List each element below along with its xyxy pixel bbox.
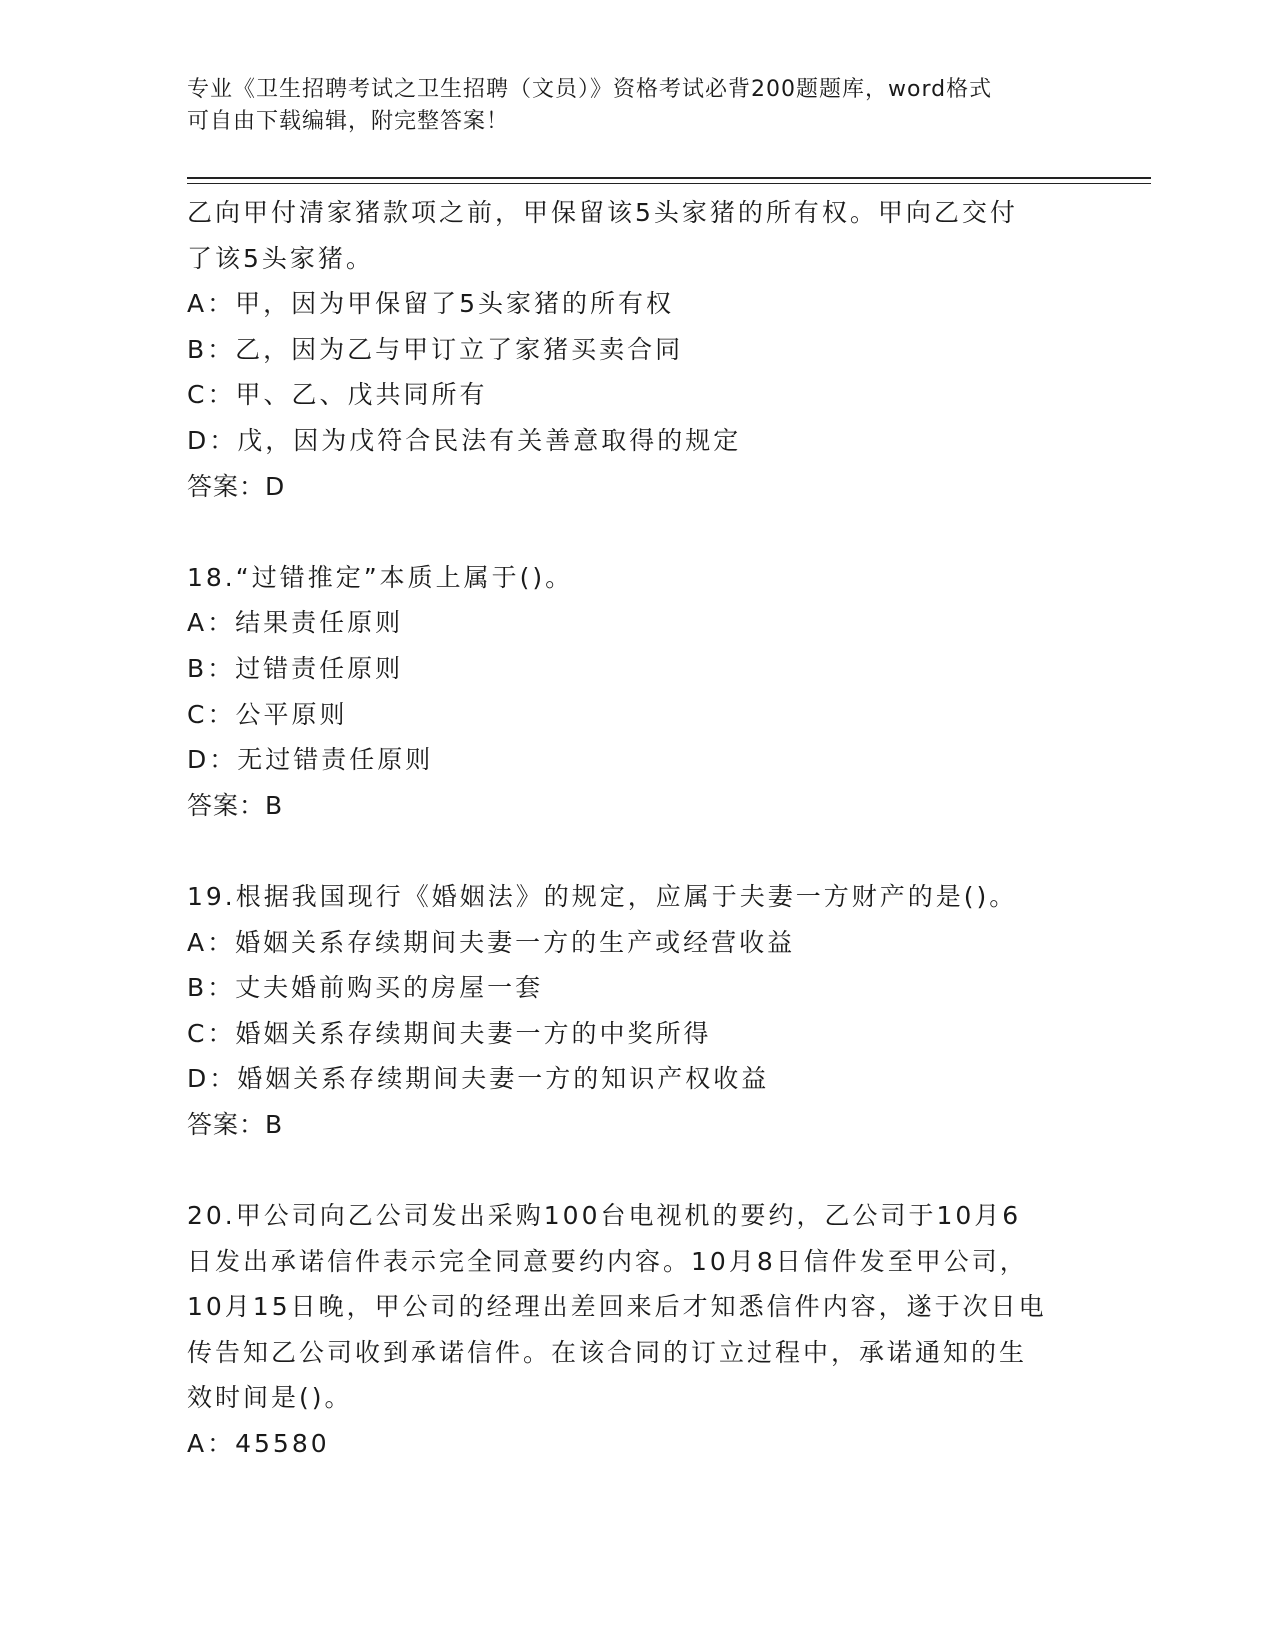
document-header xyxy=(187,74,1067,138)
header-line-2: 可自由下载编辑，附完整答案！ xyxy=(187,109,510,134)
option-b: B：丈夫婚前购买的房屋一套 xyxy=(187,973,544,1003)
question-stem-line: 了该5头家猪。 xyxy=(187,243,374,273)
option-c: C：公平原则 xyxy=(187,699,348,729)
header-divider-thick xyxy=(187,177,1151,179)
option-a: A：甲，因为甲保留了5头家猪的所有权 xyxy=(187,289,675,319)
option-d: D：婚姻关系存续期间夫妻一方的知识产权收益 xyxy=(187,1064,770,1094)
answer-line: 答案：D xyxy=(187,471,286,501)
question-stem-line: 效时间是()。 xyxy=(187,1383,353,1413)
question-20 xyxy=(187,1193,1087,1467)
question-17 xyxy=(187,190,1087,509)
question-19 xyxy=(187,874,1087,1148)
answer-line: 答案：B xyxy=(187,1109,284,1139)
question-list xyxy=(187,190,1087,1467)
answer-line: 答案：B xyxy=(187,790,284,820)
option-d: D：无过错责任原则 xyxy=(187,745,434,775)
option-a: A：结果责任原则 xyxy=(187,608,404,638)
option-c: C：甲、乙、戊共同所有 xyxy=(187,380,488,410)
question-stem-line: 10月15日晚，甲公司的经理出差回来后才知悉信件内容，遂于次日电 xyxy=(187,1292,1047,1322)
question-stem-line: 传告知乙公司收到承诺信件。在该合同的订立过程中，承诺通知的生 xyxy=(187,1337,1028,1367)
header-line-1: 专业《卫生招聘考试之卫生招聘（文员）》资格考试必背200题题库，word格式 xyxy=(187,77,993,102)
question-stem-line: 日发出承诺信件表示完全同意要约内容。10月8日信件发至甲公司， xyxy=(187,1246,1028,1276)
question-stem-line: 乙向甲付清家猪款项之前，甲保留该5头家猪的所有权。甲向乙交付 xyxy=(187,198,1018,227)
option-d: D：戊，因为戊符合民法有关善意取得的规定 xyxy=(187,425,742,455)
question-stem-line: 19.根据我国现行《婚姻法》的规定，应属于夫妻一方财产的是()。 xyxy=(187,881,1018,911)
question-spacer xyxy=(187,828,1087,874)
question-spacer xyxy=(187,1147,1087,1193)
question-spacer xyxy=(187,509,1087,555)
option-a: A：婚姻关系存续期间夫妻一方的生产或经营收益 xyxy=(187,927,796,957)
question-18 xyxy=(187,555,1087,829)
question-stem-line: 18.“过错推定”本质上属于()。 xyxy=(187,562,574,592)
header-divider-thin xyxy=(187,183,1151,184)
option-b: B：乙，因为乙与甲订立了家猪买卖合同 xyxy=(187,334,684,364)
option-c: C：婚姻关系存续期间夫妻一方的中奖所得 xyxy=(187,1018,712,1048)
option-b: B：过错责任原则 xyxy=(187,653,404,683)
option-a: A：45580 xyxy=(187,1429,330,1459)
question-stem-line: 20.甲公司向乙公司发出采购100台电视机的要约，乙公司于10月6 xyxy=(187,1201,1022,1231)
